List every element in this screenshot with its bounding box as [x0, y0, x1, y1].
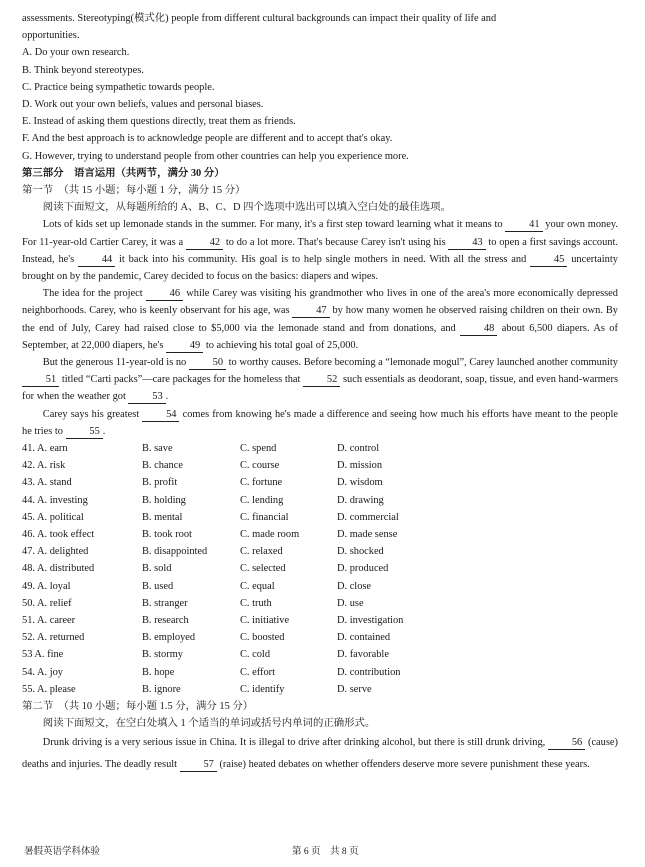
footer-subject: 暑假英语学科体验 [24, 847, 101, 857]
option-a-cell[interactable]: 55. A. please [22, 683, 76, 695]
exam-page [22, 10, 618, 776]
seven-options-list [22, 44, 618, 164]
option-a-cell[interactable]: 48. A. distributed [22, 563, 95, 575]
section2-title: 第二节 （共 10 小题；每小题 1.5 分，满分 15 分） [22, 700, 254, 712]
option-c-cell[interactable]: C. boosted [240, 632, 285, 644]
option-c-cell[interactable]: C. truth [240, 597, 272, 609]
question-row [22, 526, 618, 543]
question-row [22, 440, 618, 457]
option-c-cell[interactable]: C. cold [240, 649, 271, 661]
option-d-cell[interactable]: D. use [337, 597, 364, 609]
option-d-cell[interactable]: D. drawing [337, 494, 384, 506]
option-a-cell[interactable]: 52. A. returned [22, 632, 85, 644]
option-c-cell[interactable]: C. made room [240, 529, 300, 541]
blank-54[interactable]: 54 [142, 409, 179, 422]
footer-page-number: 第 6 页 共 8 页 [292, 847, 359, 857]
option-a: A. Do your own research. [22, 47, 130, 59]
question-row [22, 509, 618, 526]
option-a-cell[interactable]: 43. A. stand [22, 477, 72, 489]
option-b-cell[interactable]: B. chance [142, 460, 183, 472]
section1-instruction: 阅读下面短文，从每题所给的 A、B、C、D 四个选项中选出可以填入空白处的最佳选项。 [42, 202, 451, 214]
option-a-cell[interactable]: 42. A. risk [22, 460, 66, 472]
passage-paragraph-4: Carey says his greatest 54 comes from knowing he's made a difference and seeing how much his efforts have meant to the people he tries to 55 . [22, 408, 618, 437]
option-c-cell[interactable]: C. course [240, 460, 280, 472]
question-options-table [22, 440, 618, 698]
option-d-cell[interactable]: D. commercial [337, 511, 399, 523]
option-c: C. Practice being sympathetic towards people. [22, 81, 215, 93]
option-b: B. Think beyond stereotypes. [22, 64, 144, 76]
option-b-cell[interactable]: B. save [142, 443, 173, 455]
intro-continuation-2: opportunities. [22, 30, 80, 42]
blank-44[interactable]: 44 [78, 254, 115, 267]
blank-49[interactable]: 49 [166, 340, 203, 353]
question-row [22, 664, 618, 681]
option-b-cell[interactable]: B. employed [142, 632, 196, 644]
option-d-cell[interactable]: D. contribution [337, 666, 401, 678]
option-d-cell[interactable]: D. close [337, 580, 372, 592]
option-b-cell[interactable]: B. profit [142, 477, 178, 489]
option-c-cell[interactable]: C. equal [240, 580, 275, 592]
option-c-cell[interactable]: C. identify [240, 683, 285, 695]
option-d-cell[interactable]: D. favorable [337, 649, 389, 661]
option-a-cell[interactable]: 51. A. career [22, 614, 76, 626]
option-b-cell[interactable]: B. took root [142, 529, 192, 541]
question-row [22, 681, 618, 698]
option-b-cell[interactable]: B. ignore [142, 683, 181, 695]
blank-53[interactable]: 53 [128, 391, 165, 404]
blank-43[interactable]: 43 [448, 237, 485, 250]
option-a-cell[interactable]: 49. A. loyal [22, 580, 71, 592]
blank-55[interactable]: 55 [66, 426, 103, 439]
option-d-cell[interactable]: D. contained [337, 632, 391, 644]
option-d-cell[interactable]: D. wisdom [337, 477, 383, 489]
option-b-cell[interactable]: B. stranger [142, 597, 188, 609]
option-c-cell[interactable]: C. spend [240, 443, 277, 455]
passage-paragraph-1: Lots of kids set up lemonade stands in the summer. For many, it's a first step toward learning what it means to 41 your own money. For 11-year-old Cartier Carey, it was a 42 to do a lot more. That's because Carey isn't using his 43 to open a first savings account. Instead, he's 44 it back into his community. His goal is to help single mothers in need. With all the stress and 45 uncertainty brought on by the pandemic, Carey decided to focus on the basics: diapers and wipes. [22, 219, 618, 283]
option-b-cell[interactable]: B. mental [142, 511, 183, 523]
option-d-cell[interactable]: D. investigation [337, 614, 404, 626]
option-c-cell[interactable]: C. relaxed [240, 546, 283, 558]
option-a-cell[interactable]: 47. A. delighted [22, 546, 89, 558]
blank-41[interactable]: 41 [505, 219, 542, 232]
option-b-cell[interactable]: B. sold [142, 563, 172, 575]
option-a-cell[interactable]: 46. A. took effect [22, 529, 95, 541]
section2-instruction: 阅读下面短文，在空白处填入 1 个适当的单词或括号内单词的正确形式。 [42, 718, 376, 730]
option-d-cell[interactable]: D. control [337, 443, 380, 455]
section2-passage: Drunk driving is a very serious issue in China. It is illegal to drive after drinking alcohol, but there is still drunk driving, 56 (cause) deaths and injuries. The deadly result 57 (raise) heated debates on whether offenders deserve more severe punishment these years. [22, 737, 618, 771]
option-b-cell[interactable]: B. hope [142, 666, 175, 678]
option-d-cell[interactable]: D. made sense [337, 529, 398, 541]
option-a-cell[interactable]: 53 A. fine [22, 649, 64, 661]
blank-46[interactable]: 46 [146, 288, 183, 301]
blank-50[interactable]: 50 [189, 357, 226, 370]
question-row [22, 492, 618, 509]
blank-52[interactable]: 52 [303, 374, 340, 387]
option-d-cell[interactable]: D. mission [337, 460, 383, 472]
option-b-cell[interactable]: B. stormy [142, 649, 183, 661]
option-a-cell[interactable]: 45. A. political [22, 511, 84, 523]
question-row [22, 578, 618, 595]
blank-56[interactable]: 56 [548, 737, 585, 750]
blank-57[interactable]: 57 [180, 759, 217, 772]
passage-paragraph-3: But the generous 11-year-old is no 50 to worthy causes. Before becoming a “lemonade mogul”, Carey launched another community 51 titled “Carti packs”—care packages for the homeless that 52 such essentials as deodorant, soap, tissue, and even hand-warmers for when the weather got 53 . [22, 357, 618, 403]
option-c-cell[interactable]: C. lending [240, 494, 284, 506]
intro-continuation: assessments. Stereotyping(模式化) people from different cultural backgrounds can impact their quality of life and [22, 13, 497, 24]
section1-title: 第一节 （共 15 小题；每小题 1 分，满分 15 分） [22, 185, 246, 197]
option-a-cell[interactable]: 41. A. earn [22, 443, 68, 455]
question-row [22, 646, 618, 663]
option-a-cell[interactable]: 50. A. relief [22, 597, 72, 609]
option-e: E. Instead of asking them questions directly, treat them as friends. [22, 116, 296, 128]
part3-title: 第三部分 语言运用（共两节，满分 30 分） [22, 167, 225, 179]
option-c-cell[interactable]: C. selected [240, 563, 286, 575]
question-row [22, 543, 618, 560]
option-d: D. Work out your own beliefs, values and personal biases. [22, 99, 264, 111]
question-row [22, 560, 618, 577]
question-row [22, 474, 618, 491]
option-b-cell[interactable]: B. used [142, 580, 174, 592]
option-a-cell[interactable]: 54. A. joy [22, 666, 63, 678]
option-f: F. And the best approach is to acknowledge people are different and to accept that's okay. [22, 133, 393, 145]
question-row [22, 612, 618, 629]
option-b-cell[interactable]: B. research [142, 614, 189, 626]
blank-48[interactable]: 48 [460, 323, 497, 336]
option-d-cell[interactable]: D. shocked [337, 546, 384, 558]
passage-paragraph-2: The idea for the project 46 while Carey was visiting his grandmother who lives in one of the area's more economically depressed neighborhoods. Carey, who is keenly observant for his age, was 47 by how many women he observed raising children on their own. By the end of July, Carey had raised close to $5,000 via the lemonade stand and from donations, and 48 about 6,500 diapers. As of September, at 22,000 diapers, he's 49 to achieving his total goal of 25,000. [22, 288, 618, 351]
option-b-cell[interactable]: B. disappointed [142, 546, 208, 558]
option-c-cell[interactable]: C. initiative [240, 614, 290, 626]
blank-45[interactable]: 45 [530, 254, 567, 267]
blank-47[interactable]: 47 [292, 305, 329, 318]
question-row [22, 595, 618, 612]
option-b-cell[interactable]: B. holding [142, 494, 186, 506]
blank-42[interactable]: 42 [186, 237, 223, 250]
blank-51[interactable]: 51 [22, 374, 59, 387]
option-c-cell[interactable]: C. financial [240, 511, 289, 523]
option-g: G. However, trying to understand people from other countries can help you experience more. [22, 150, 409, 162]
option-d-cell[interactable]: D. produced [337, 563, 389, 575]
option-d-cell[interactable]: D. serve [337, 683, 372, 695]
option-c-cell[interactable]: C. fortune [240, 477, 283, 489]
option-c-cell[interactable]: C. effort [240, 666, 276, 678]
question-row [22, 629, 618, 646]
question-row [22, 457, 618, 474]
option-a-cell[interactable]: 44. A. investing [22, 494, 88, 506]
